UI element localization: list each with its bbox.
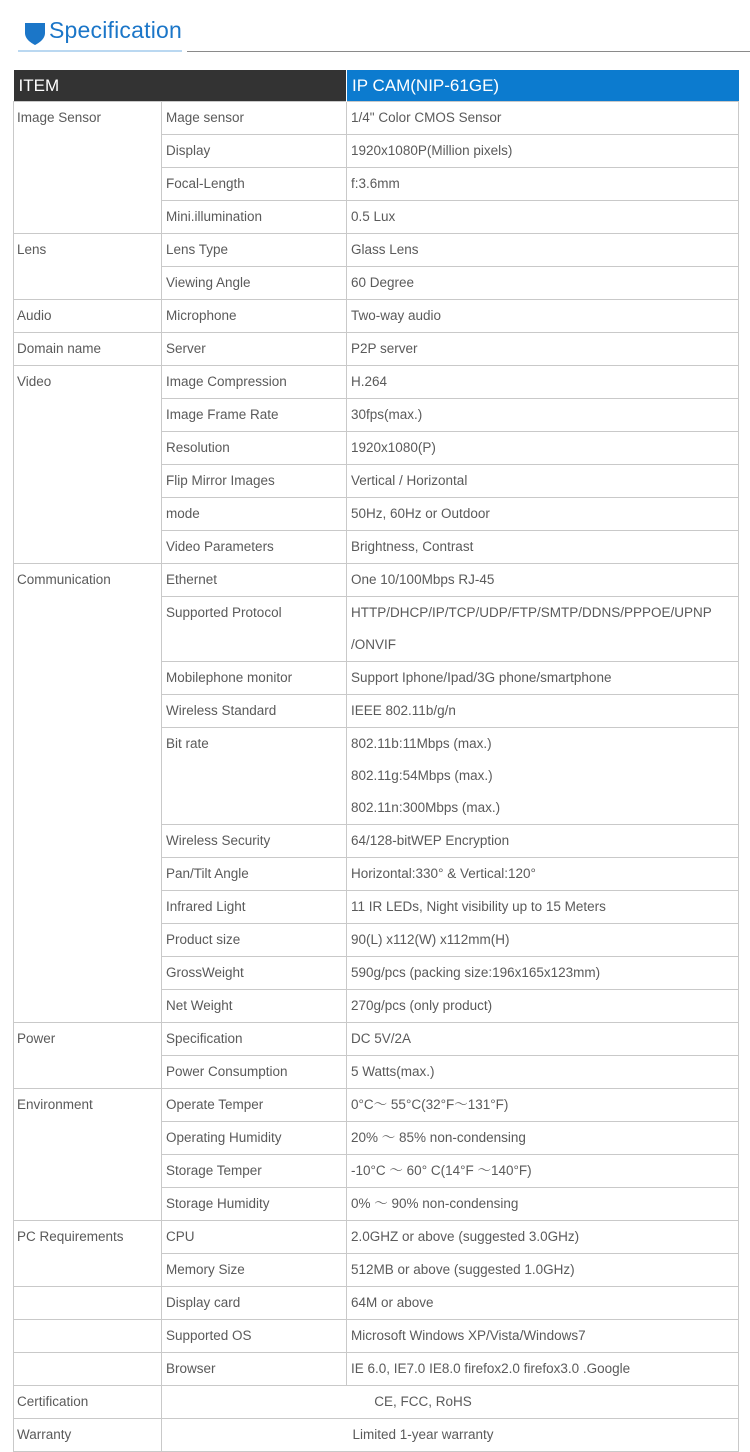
table-row: [14, 234, 739, 267]
spec-name: Infrared Light: [162, 891, 347, 924]
spec-value: P2P server: [347, 333, 739, 366]
title-underline: [18, 50, 182, 52]
header-item: ITEM: [14, 70, 347, 102]
spec-value: -10°C ～ 60° C(14°F ～140°F): [347, 1155, 739, 1188]
spec-name: Power Consumption: [162, 1056, 347, 1089]
spec-name: Display: [162, 135, 347, 168]
group-label: Video: [14, 366, 162, 564]
spec-value: 0% ～ 90% non-condensing: [347, 1188, 739, 1221]
spec-name: Flip Mirror Images: [162, 465, 347, 498]
group-label: Image Sensor: [14, 102, 162, 234]
spec-name: Image Frame Rate: [162, 399, 347, 432]
spec-value: 64M or above: [347, 1287, 739, 1320]
spec-name: Mage sensor: [162, 102, 347, 135]
spec-value: [347, 728, 739, 825]
spec-name: Storage Temper: [162, 1155, 347, 1188]
table-row: [14, 1287, 739, 1320]
group-label: Domain name: [14, 333, 162, 366]
spec-table: [13, 70, 739, 1452]
spec-name: Supported OS: [162, 1320, 347, 1353]
spec-value: One 10/100Mbps RJ-45: [347, 564, 739, 597]
spec-value: 0.5 Lux: [347, 201, 739, 234]
table-row: [14, 564, 739, 597]
spec-name: Product size: [162, 924, 347, 957]
section-header: [0, 0, 750, 60]
table-row: [14, 1419, 739, 1452]
spec-value: 2.0GHZ or above (suggested 3.0GHz): [347, 1221, 739, 1254]
table-row: [14, 1089, 739, 1122]
table-row: [14, 102, 739, 135]
spec-name: Image Compression: [162, 366, 347, 399]
table-header-row: [14, 70, 739, 102]
group-label: [14, 1353, 162, 1386]
spec-value-line: 802.11n:300Mbps (max.): [351, 800, 501, 815]
table-row: [14, 300, 739, 333]
spec-name: Focal-Length: [162, 168, 347, 201]
header-divider: [187, 51, 750, 52]
spec-value: Two-way audio: [347, 300, 739, 333]
spec-value: Glass Lens: [347, 234, 739, 267]
spec-body: [14, 102, 739, 1452]
spec-name: Net Weight: [162, 990, 347, 1023]
spec-name: Resolution: [162, 432, 347, 465]
group-label: [14, 1287, 162, 1320]
spec-value: 512MB or above (suggested 1.0GHz): [347, 1254, 739, 1287]
spec-name: Operating Humidity: [162, 1122, 347, 1155]
spec-value: 5 Watts(max.): [347, 1056, 739, 1089]
spec-value: IEEE 802.11b/g/n: [347, 695, 739, 728]
group-label: Communication: [14, 564, 162, 1023]
spec-value: 11 IR LEDs, Night visibility up to 15 Meters: [347, 891, 739, 924]
spec-name: Wireless Security: [162, 825, 347, 858]
spec-name: Mobilephone monitor: [162, 662, 347, 695]
spec-value-line: 802.11b:11Mbps (max.): [351, 736, 492, 751]
spec-value: f:3.6mm: [347, 168, 739, 201]
group-label: PC Requirements: [14, 1221, 162, 1287]
spec-value-line: 802.11g:54Mbps (max.): [351, 768, 493, 783]
spec-name: Supported Protocol: [162, 597, 347, 662]
group-label: Certification: [14, 1386, 162, 1419]
spec-name: Storage Humidity: [162, 1188, 347, 1221]
spec-value: 90(L) x112(W) x112mm(H): [347, 924, 739, 957]
spec-name: Wireless Standard: [162, 695, 347, 728]
table-row: [14, 1386, 739, 1419]
group-label: Power: [14, 1023, 162, 1089]
spec-value: 590g/pcs (packing size:196x165x123mm): [347, 957, 739, 990]
spec-name: Browser: [162, 1353, 347, 1386]
spec-value: 20% ～ 85% non-condensing: [347, 1122, 739, 1155]
spec-name: Microphone: [162, 300, 347, 333]
table-row: [14, 333, 739, 366]
shield-icon: [24, 21, 46, 45]
spec-value: HTTP/DHCP/IP/TCP/UDP/FTP/SMTP/DDNS/PPPOE/UPNP /ONVIF: [347, 597, 739, 662]
table-row: [14, 1023, 739, 1056]
spec-value: 50Hz, 60Hz or Outdoor: [347, 498, 739, 531]
spec-value: H.264: [347, 366, 739, 399]
group-label: Warranty: [14, 1419, 162, 1452]
spec-name: Mini.illumination: [162, 201, 347, 234]
spec-value: 30fps(max.): [347, 399, 739, 432]
spec-value: IE 6.0, IE7.0 IE8.0 firefox2.0 firefox3.0 .Google: [347, 1353, 739, 1386]
header-model: IP CAM(NIP-61GE): [347, 70, 739, 102]
spec-value: 64/128-bitWEP Encryption: [347, 825, 739, 858]
spec-value: 1920x1080P(Million pixels): [347, 135, 739, 168]
spec-name: Operate Temper: [162, 1089, 347, 1122]
spec-name: mode: [162, 498, 347, 531]
spec-value: Support Iphone/Ipad/3G phone/smartphone: [347, 662, 739, 695]
table-row: [14, 1221, 739, 1254]
spec-name: GrossWeight: [162, 957, 347, 990]
spec-name: Pan/Tilt Angle: [162, 858, 347, 891]
spec-name: Bit rate: [162, 728, 347, 825]
spec-name: Ethernet: [162, 564, 347, 597]
spec-value: Limited 1-year warranty: [162, 1419, 739, 1452]
table-row: [14, 1353, 739, 1386]
spec-value: 1920x1080(P): [347, 432, 739, 465]
spec-name: Lens Type: [162, 234, 347, 267]
group-label: Audio: [14, 300, 162, 333]
spec-name: Memory Size: [162, 1254, 347, 1287]
spec-value: Horizontal:330° & Vertical:120°: [347, 858, 739, 891]
spec-name: Display card: [162, 1287, 347, 1320]
spec-value: Vertical / Horizontal: [347, 465, 739, 498]
spec-name: CPU: [162, 1221, 347, 1254]
spec-value: 270g/pcs (only product): [347, 990, 739, 1023]
spec-value: Brightness, Contrast: [347, 531, 739, 564]
table-row: [14, 366, 739, 399]
group-label: Environment: [14, 1089, 162, 1221]
spec-value: Microsoft Windows XP/Vista/Windows7: [347, 1320, 739, 1353]
page-title: Specification: [49, 17, 183, 43]
spec-name: Viewing Angle: [162, 267, 347, 300]
spec-name: Server: [162, 333, 347, 366]
spec-value: 0°C～ 55°C(32°F～131°F): [347, 1089, 739, 1122]
spec-value: 1/4" Color CMOS Sensor: [347, 102, 739, 135]
spec-name: Specification: [162, 1023, 347, 1056]
group-label: [14, 1320, 162, 1353]
spec-value: DC 5V/2A: [347, 1023, 739, 1056]
group-label: Lens: [14, 234, 162, 300]
spec-value: 60 Degree: [347, 267, 739, 300]
spec-name: Video Parameters: [162, 531, 347, 564]
spec-value: CE, FCC, RoHS: [162, 1386, 739, 1419]
table-row: [14, 1320, 739, 1353]
